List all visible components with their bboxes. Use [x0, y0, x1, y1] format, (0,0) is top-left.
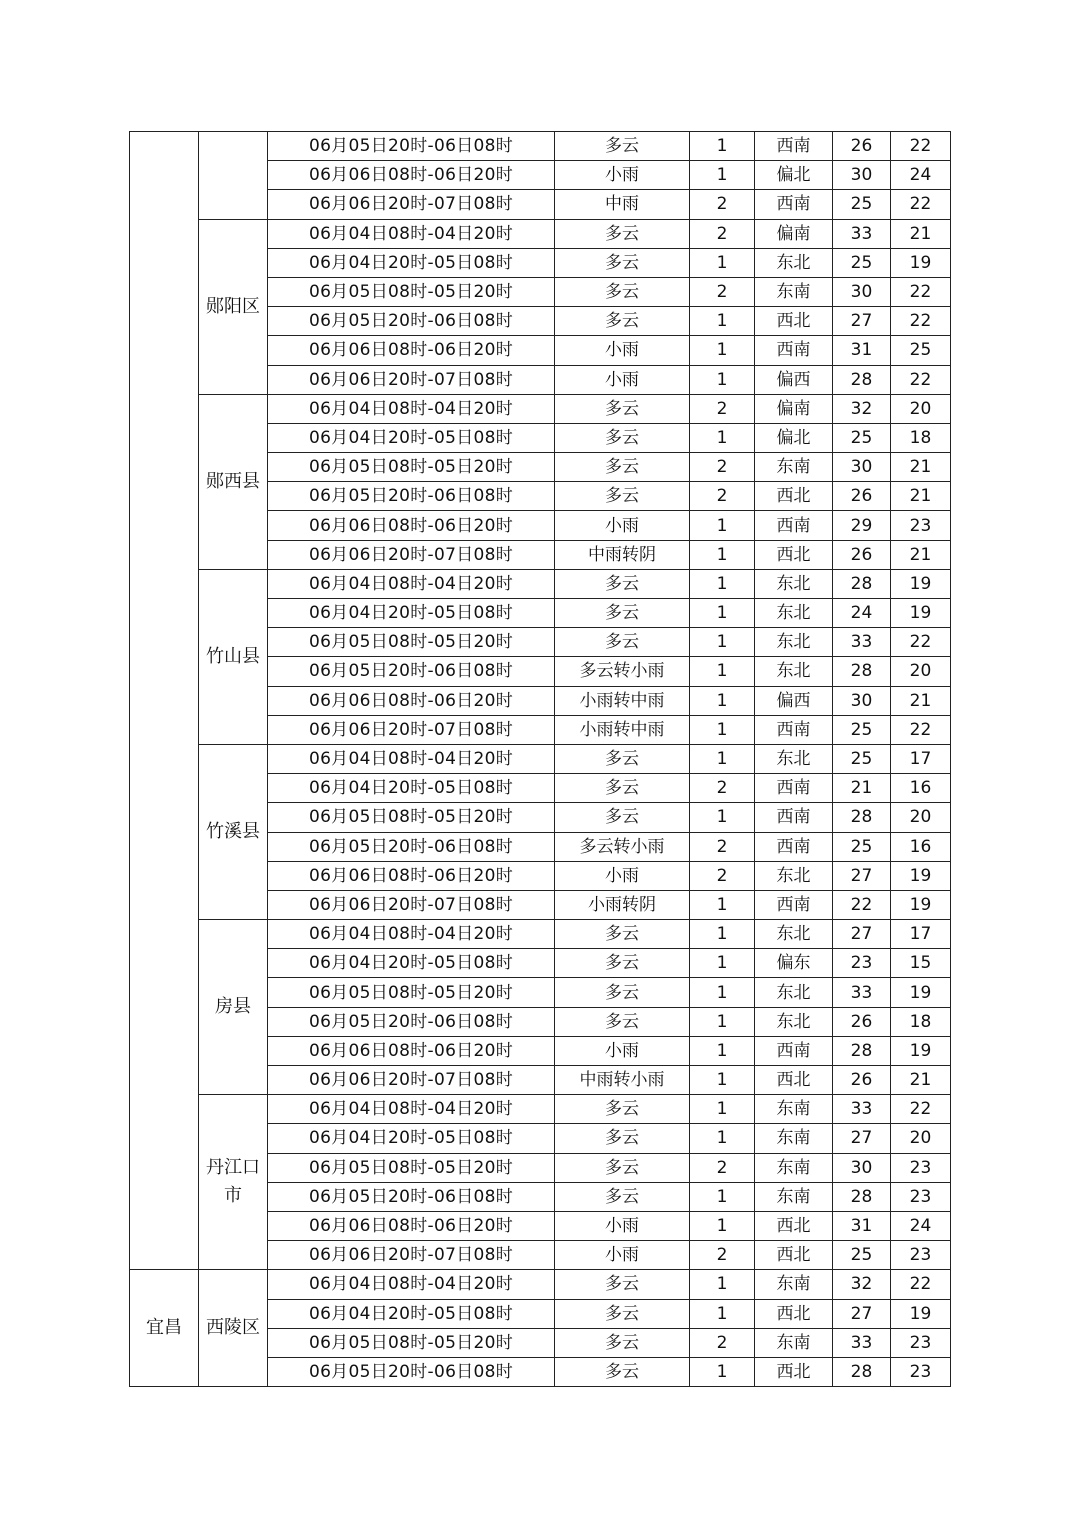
- wind-direction-cell: 西南: [755, 774, 833, 803]
- weather-cell: 多云: [555, 482, 690, 511]
- min-temp-cell: 23: [891, 1357, 951, 1386]
- wind-direction-cell: 东北: [755, 1007, 833, 1036]
- min-temp-cell: 22: [891, 307, 951, 336]
- max-temp-cell: 25: [833, 744, 891, 773]
- wind-level-cell: 1: [690, 132, 755, 161]
- table-row: [130, 1095, 951, 1124]
- table-row: [130, 569, 951, 598]
- max-temp-cell: 26: [833, 540, 891, 569]
- wind-level-cell: 1: [690, 1270, 755, 1299]
- max-temp-cell: 22: [833, 890, 891, 919]
- period-cell: 06月05日08时-05日20时: [268, 453, 555, 482]
- county-cell: 竹溪县: [199, 744, 268, 919]
- table-body: [130, 132, 951, 1387]
- period-cell: 06月06日08时-06日20时: [268, 861, 555, 890]
- max-temp-cell: 27: [833, 920, 891, 949]
- wind-level-cell: 1: [690, 1124, 755, 1153]
- weather-cell: 多云: [555, 307, 690, 336]
- weather-cell: 中雨转阴: [555, 540, 690, 569]
- max-temp-cell: 28: [833, 569, 891, 598]
- wind-direction-cell: 西北: [755, 482, 833, 511]
- wind-direction-cell: 东北: [755, 657, 833, 686]
- wind-level-cell: 1: [690, 540, 755, 569]
- max-temp-cell: 30: [833, 686, 891, 715]
- weather-cell: 多云: [555, 277, 690, 306]
- max-temp-cell: 23: [833, 949, 891, 978]
- city-cell: 宜昌: [130, 1270, 199, 1387]
- min-temp-cell: 19: [891, 978, 951, 1007]
- wind-direction-cell: 西南: [755, 1036, 833, 1065]
- period-cell: 06月05日20时-06日08时: [268, 1007, 555, 1036]
- wind-level-cell: 1: [690, 1211, 755, 1240]
- period-cell: 06月05日20时-06日08时: [268, 307, 555, 336]
- weather-cell: 小雨: [555, 1241, 690, 1270]
- wind-level-cell: 2: [690, 861, 755, 890]
- wind-direction-cell: 东北: [755, 569, 833, 598]
- county-cell: 郧西县: [199, 394, 268, 569]
- weather-cell: 多云: [555, 1007, 690, 1036]
- weather-cell: 多云: [555, 569, 690, 598]
- period-cell: 06月06日20时-07日08时: [268, 365, 555, 394]
- wind-direction-cell: 东南: [755, 453, 833, 482]
- wind-direction-cell: 西南: [755, 832, 833, 861]
- period-cell: 06月06日20时-07日08时: [268, 715, 555, 744]
- min-temp-cell: 21: [891, 540, 951, 569]
- wind-direction-cell: 西南: [755, 803, 833, 832]
- weather-cell: 小雨: [555, 511, 690, 540]
- wind-level-cell: 1: [690, 715, 755, 744]
- weather-cell: 小雨转中雨: [555, 686, 690, 715]
- wind-level-cell: 1: [690, 1036, 755, 1065]
- period-cell: 06月04日08时-04日20时: [268, 219, 555, 248]
- wind-direction-cell: 西南: [755, 890, 833, 919]
- weather-cell: 中雨转小雨: [555, 1066, 690, 1095]
- max-temp-cell: 32: [833, 1270, 891, 1299]
- period-cell: 06月04日08时-04日20时: [268, 394, 555, 423]
- min-temp-cell: 22: [891, 277, 951, 306]
- wind-level-cell: 1: [690, 949, 755, 978]
- wind-direction-cell: 西南: [755, 715, 833, 744]
- period-cell: 06月06日20时-07日08时: [268, 190, 555, 219]
- max-temp-cell: 33: [833, 978, 891, 1007]
- max-temp-cell: 31: [833, 336, 891, 365]
- wind-direction-cell: 偏北: [755, 423, 833, 452]
- min-temp-cell: 22: [891, 365, 951, 394]
- max-temp-cell: 33: [833, 219, 891, 248]
- table-row: [130, 920, 951, 949]
- wind-direction-cell: 东南: [755, 1328, 833, 1357]
- wind-level-cell: 1: [690, 890, 755, 919]
- min-temp-cell: 22: [891, 1270, 951, 1299]
- max-temp-cell: 25: [833, 715, 891, 744]
- wind-direction-cell: 东南: [755, 1153, 833, 1182]
- period-cell: 06月04日20时-05日08时: [268, 423, 555, 452]
- weather-cell: 小雨: [555, 861, 690, 890]
- wind-direction-cell: 偏东: [755, 949, 833, 978]
- wind-direction-cell: 西北: [755, 1241, 833, 1270]
- period-cell: 06月05日20时-06日08时: [268, 132, 555, 161]
- wind-direction-cell: 西南: [755, 336, 833, 365]
- period-cell: 06月05日20时-06日08时: [268, 1357, 555, 1386]
- min-temp-cell: 21: [891, 686, 951, 715]
- weather-cell: 多云: [555, 1328, 690, 1357]
- max-temp-cell: 26: [833, 482, 891, 511]
- wind-direction-cell: 西北: [755, 540, 833, 569]
- wind-direction-cell: 西北: [755, 1211, 833, 1240]
- period-cell: 06月05日20时-06日08时: [268, 482, 555, 511]
- max-temp-cell: 27: [833, 861, 891, 890]
- county-cell: 竹山县: [199, 569, 268, 744]
- wind-level-cell: 1: [690, 686, 755, 715]
- min-temp-cell: 20: [891, 394, 951, 423]
- table-row: [130, 744, 951, 773]
- weather-cell: 多云: [555, 1357, 690, 1386]
- weather-cell: 多云: [555, 423, 690, 452]
- wind-direction-cell: 东南: [755, 1182, 833, 1211]
- wind-direction-cell: 东北: [755, 744, 833, 773]
- period-cell: 06月06日20时-07日08时: [268, 890, 555, 919]
- wind-direction-cell: 西南: [755, 132, 833, 161]
- min-temp-cell: 24: [891, 1211, 951, 1240]
- weather-cell: 中雨: [555, 190, 690, 219]
- min-temp-cell: 19: [891, 248, 951, 277]
- wind-direction-cell: 西北: [755, 307, 833, 336]
- period-cell: 06月05日20时-06日08时: [268, 1182, 555, 1211]
- wind-level-cell: 2: [690, 277, 755, 306]
- weather-cell: 多云: [555, 1182, 690, 1211]
- min-temp-cell: 22: [891, 132, 951, 161]
- min-temp-cell: 20: [891, 803, 951, 832]
- wind-level-cell: 2: [690, 190, 755, 219]
- period-cell: 06月04日20时-05日08时: [268, 1124, 555, 1153]
- min-temp-cell: 20: [891, 1124, 951, 1153]
- min-temp-cell: 22: [891, 628, 951, 657]
- weather-cell: 多云: [555, 628, 690, 657]
- period-cell: 06月04日20时-05日08时: [268, 949, 555, 978]
- period-cell: 06月06日20时-07日08时: [268, 1066, 555, 1095]
- wind-level-cell: 1: [690, 365, 755, 394]
- period-cell: 06月04日20时-05日08时: [268, 599, 555, 628]
- wind-level-cell: 1: [690, 1357, 755, 1386]
- weather-cell: 小雨: [555, 336, 690, 365]
- table-row: [130, 132, 951, 161]
- wind-level-cell: 1: [690, 657, 755, 686]
- max-temp-cell: 25: [833, 832, 891, 861]
- wind-direction-cell: 西南: [755, 511, 833, 540]
- max-temp-cell: 30: [833, 453, 891, 482]
- min-temp-cell: 17: [891, 920, 951, 949]
- min-temp-cell: 22: [891, 715, 951, 744]
- wind-level-cell: 2: [690, 774, 755, 803]
- min-temp-cell: 19: [891, 599, 951, 628]
- period-cell: 06月04日08时-04日20时: [268, 569, 555, 598]
- weather-cell: 小雨: [555, 1036, 690, 1065]
- max-temp-cell: 29: [833, 511, 891, 540]
- weather-cell: 小雨转中雨: [555, 715, 690, 744]
- weather-cell: 多云: [555, 1095, 690, 1124]
- period-cell: 06月04日08时-04日20时: [268, 1270, 555, 1299]
- table-row: [130, 394, 951, 423]
- wind-level-cell: 1: [690, 803, 755, 832]
- min-temp-cell: 21: [891, 219, 951, 248]
- wind-level-cell: 1: [690, 569, 755, 598]
- min-temp-cell: 22: [891, 1095, 951, 1124]
- max-temp-cell: 33: [833, 628, 891, 657]
- max-temp-cell: 28: [833, 1036, 891, 1065]
- wind-direction-cell: 东北: [755, 861, 833, 890]
- wind-level-cell: 2: [690, 482, 755, 511]
- period-cell: 06月05日08时-05日20时: [268, 1153, 555, 1182]
- wind-level-cell: 1: [690, 161, 755, 190]
- wind-direction-cell: 西北: [755, 1066, 833, 1095]
- wind-direction-cell: 西北: [755, 1357, 833, 1386]
- city-cell: [130, 132, 199, 1270]
- max-temp-cell: 24: [833, 599, 891, 628]
- wind-level-cell: 1: [690, 336, 755, 365]
- wind-level-cell: 1: [690, 511, 755, 540]
- weather-cell: 多云: [555, 978, 690, 1007]
- period-cell: 06月05日08时-05日20时: [268, 277, 555, 306]
- max-temp-cell: 25: [833, 248, 891, 277]
- period-cell: 06月04日20时-05日08时: [268, 774, 555, 803]
- weather-cell: 多云: [555, 599, 690, 628]
- min-temp-cell: 23: [891, 1328, 951, 1357]
- wind-level-cell: 1: [690, 1066, 755, 1095]
- max-temp-cell: 30: [833, 277, 891, 306]
- weather-cell: 多云: [555, 744, 690, 773]
- weather-forecast-table: [129, 131, 951, 1387]
- period-cell: 06月06日08时-06日20时: [268, 336, 555, 365]
- period-cell: 06月06日20时-07日08时: [268, 1241, 555, 1270]
- min-temp-cell: 24: [891, 161, 951, 190]
- max-temp-cell: 32: [833, 394, 891, 423]
- weather-cell: 多云: [555, 219, 690, 248]
- county-cell: 郧阳区: [199, 219, 268, 394]
- period-cell: 06月04日20时-05日08时: [268, 1299, 555, 1328]
- weather-cell: 小雨: [555, 161, 690, 190]
- wind-level-cell: 1: [690, 920, 755, 949]
- wind-direction-cell: 西北: [755, 1299, 833, 1328]
- min-temp-cell: 19: [891, 569, 951, 598]
- weather-cell: 小雨转阴: [555, 890, 690, 919]
- period-cell: 06月05日08时-05日20时: [268, 1328, 555, 1357]
- wind-direction-cell: 东南: [755, 1270, 833, 1299]
- wind-level-cell: 2: [690, 1241, 755, 1270]
- min-temp-cell: 18: [891, 1007, 951, 1036]
- max-temp-cell: 28: [833, 803, 891, 832]
- wind-direction-cell: 东南: [755, 1095, 833, 1124]
- period-cell: 06月06日20时-07日08时: [268, 540, 555, 569]
- max-temp-cell: 27: [833, 1124, 891, 1153]
- min-temp-cell: 16: [891, 832, 951, 861]
- min-temp-cell: 17: [891, 744, 951, 773]
- max-temp-cell: 25: [833, 190, 891, 219]
- min-temp-cell: 25: [891, 336, 951, 365]
- wind-level-cell: 1: [690, 248, 755, 277]
- max-temp-cell: 27: [833, 307, 891, 336]
- max-temp-cell: 28: [833, 657, 891, 686]
- period-cell: 06月05日08时-05日20时: [268, 628, 555, 657]
- county-cell: 西陵区: [199, 1270, 268, 1387]
- weather-cell: 多云: [555, 248, 690, 277]
- max-temp-cell: 26: [833, 1066, 891, 1095]
- weather-cell: 多云: [555, 394, 690, 423]
- wind-direction-cell: 偏北: [755, 161, 833, 190]
- min-temp-cell: 23: [891, 1153, 951, 1182]
- period-cell: 06月05日20时-06日08时: [268, 657, 555, 686]
- wind-level-cell: 1: [690, 744, 755, 773]
- wind-level-cell: 2: [690, 1328, 755, 1357]
- period-cell: 06月06日08时-06日20时: [268, 1036, 555, 1065]
- wind-direction-cell: 东北: [755, 920, 833, 949]
- wind-level-cell: 1: [690, 599, 755, 628]
- wind-direction-cell: 偏西: [755, 686, 833, 715]
- min-temp-cell: 19: [891, 1036, 951, 1065]
- county-cell: 丹江口市: [199, 1095, 268, 1270]
- min-temp-cell: 23: [891, 1241, 951, 1270]
- max-temp-cell: 27: [833, 1299, 891, 1328]
- weather-cell: 多云转小雨: [555, 657, 690, 686]
- wind-direction-cell: 东南: [755, 277, 833, 306]
- weather-cell: 小雨: [555, 1211, 690, 1240]
- wind-direction-cell: 东北: [755, 978, 833, 1007]
- min-temp-cell: 23: [891, 1182, 951, 1211]
- weather-cell: 多云: [555, 803, 690, 832]
- weather-cell: 小雨: [555, 365, 690, 394]
- weather-cell: 多云: [555, 949, 690, 978]
- period-cell: 06月04日08时-04日20时: [268, 744, 555, 773]
- period-cell: 06月06日08时-06日20时: [268, 511, 555, 540]
- wind-level-cell: 1: [690, 628, 755, 657]
- max-temp-cell: 28: [833, 365, 891, 394]
- max-temp-cell: 33: [833, 1328, 891, 1357]
- wind-level-cell: 1: [690, 1095, 755, 1124]
- max-temp-cell: 25: [833, 1241, 891, 1270]
- max-temp-cell: 30: [833, 1153, 891, 1182]
- wind-direction-cell: 偏南: [755, 394, 833, 423]
- period-cell: 06月06日08时-06日20时: [268, 1211, 555, 1240]
- wind-direction-cell: 东南: [755, 1124, 833, 1153]
- period-cell: 06月05日08时-05日20时: [268, 978, 555, 1007]
- min-temp-cell: 19: [891, 890, 951, 919]
- min-temp-cell: 15: [891, 949, 951, 978]
- wind-level-cell: 2: [690, 394, 755, 423]
- county-cell: 房县: [199, 920, 268, 1095]
- weather-cell: 多云: [555, 1124, 690, 1153]
- period-cell: 06月04日08时-04日20时: [268, 920, 555, 949]
- table-row: [130, 219, 951, 248]
- min-temp-cell: 23: [891, 511, 951, 540]
- weather-cell: 多云: [555, 1299, 690, 1328]
- weather-cell: 多云: [555, 453, 690, 482]
- wind-level-cell: 2: [690, 219, 755, 248]
- period-cell: 06月04日08时-04日20时: [268, 1095, 555, 1124]
- max-temp-cell: 26: [833, 1007, 891, 1036]
- wind-direction-cell: 东北: [755, 628, 833, 657]
- max-temp-cell: 26: [833, 132, 891, 161]
- wind-direction-cell: 偏南: [755, 219, 833, 248]
- weather-cell: 多云: [555, 1270, 690, 1299]
- wind-level-cell: 1: [690, 1007, 755, 1036]
- weather-cell: 多云: [555, 920, 690, 949]
- min-temp-cell: 21: [891, 482, 951, 511]
- max-temp-cell: 30: [833, 161, 891, 190]
- max-temp-cell: 28: [833, 1182, 891, 1211]
- wind-level-cell: 1: [690, 307, 755, 336]
- wind-direction-cell: 偏西: [755, 365, 833, 394]
- min-temp-cell: 21: [891, 1066, 951, 1095]
- max-temp-cell: 33: [833, 1095, 891, 1124]
- min-temp-cell: 16: [891, 774, 951, 803]
- table-row: [130, 1270, 951, 1299]
- weather-cell: 多云转小雨: [555, 832, 690, 861]
- wind-direction-cell: 西南: [755, 190, 833, 219]
- max-temp-cell: 25: [833, 423, 891, 452]
- wind-direction-cell: 东北: [755, 599, 833, 628]
- min-temp-cell: 18: [891, 423, 951, 452]
- max-temp-cell: 31: [833, 1211, 891, 1240]
- min-temp-cell: 19: [891, 861, 951, 890]
- min-temp-cell: 21: [891, 453, 951, 482]
- wind-level-cell: 2: [690, 453, 755, 482]
- wind-level-cell: 1: [690, 978, 755, 1007]
- period-cell: 06月04日20时-05日08时: [268, 248, 555, 277]
- period-cell: 06月06日08时-06日20时: [268, 161, 555, 190]
- max-temp-cell: 28: [833, 1357, 891, 1386]
- county-cell: [199, 132, 268, 220]
- period-cell: 06月05日08时-05日20时: [268, 803, 555, 832]
- min-temp-cell: 19: [891, 1299, 951, 1328]
- wind-level-cell: 1: [690, 1299, 755, 1328]
- min-temp-cell: 20: [891, 657, 951, 686]
- wind-direction-cell: 东北: [755, 248, 833, 277]
- wind-level-cell: 2: [690, 832, 755, 861]
- period-cell: 06月05日20时-06日08时: [268, 832, 555, 861]
- wind-level-cell: 1: [690, 423, 755, 452]
- wind-level-cell: 1: [690, 1182, 755, 1211]
- weather-cell: 多云: [555, 1153, 690, 1182]
- min-temp-cell: 22: [891, 190, 951, 219]
- weather-cell: 多云: [555, 774, 690, 803]
- weather-cell: 多云: [555, 132, 690, 161]
- max-temp-cell: 21: [833, 774, 891, 803]
- wind-level-cell: 2: [690, 1153, 755, 1182]
- period-cell: 06月06日08时-06日20时: [268, 686, 555, 715]
